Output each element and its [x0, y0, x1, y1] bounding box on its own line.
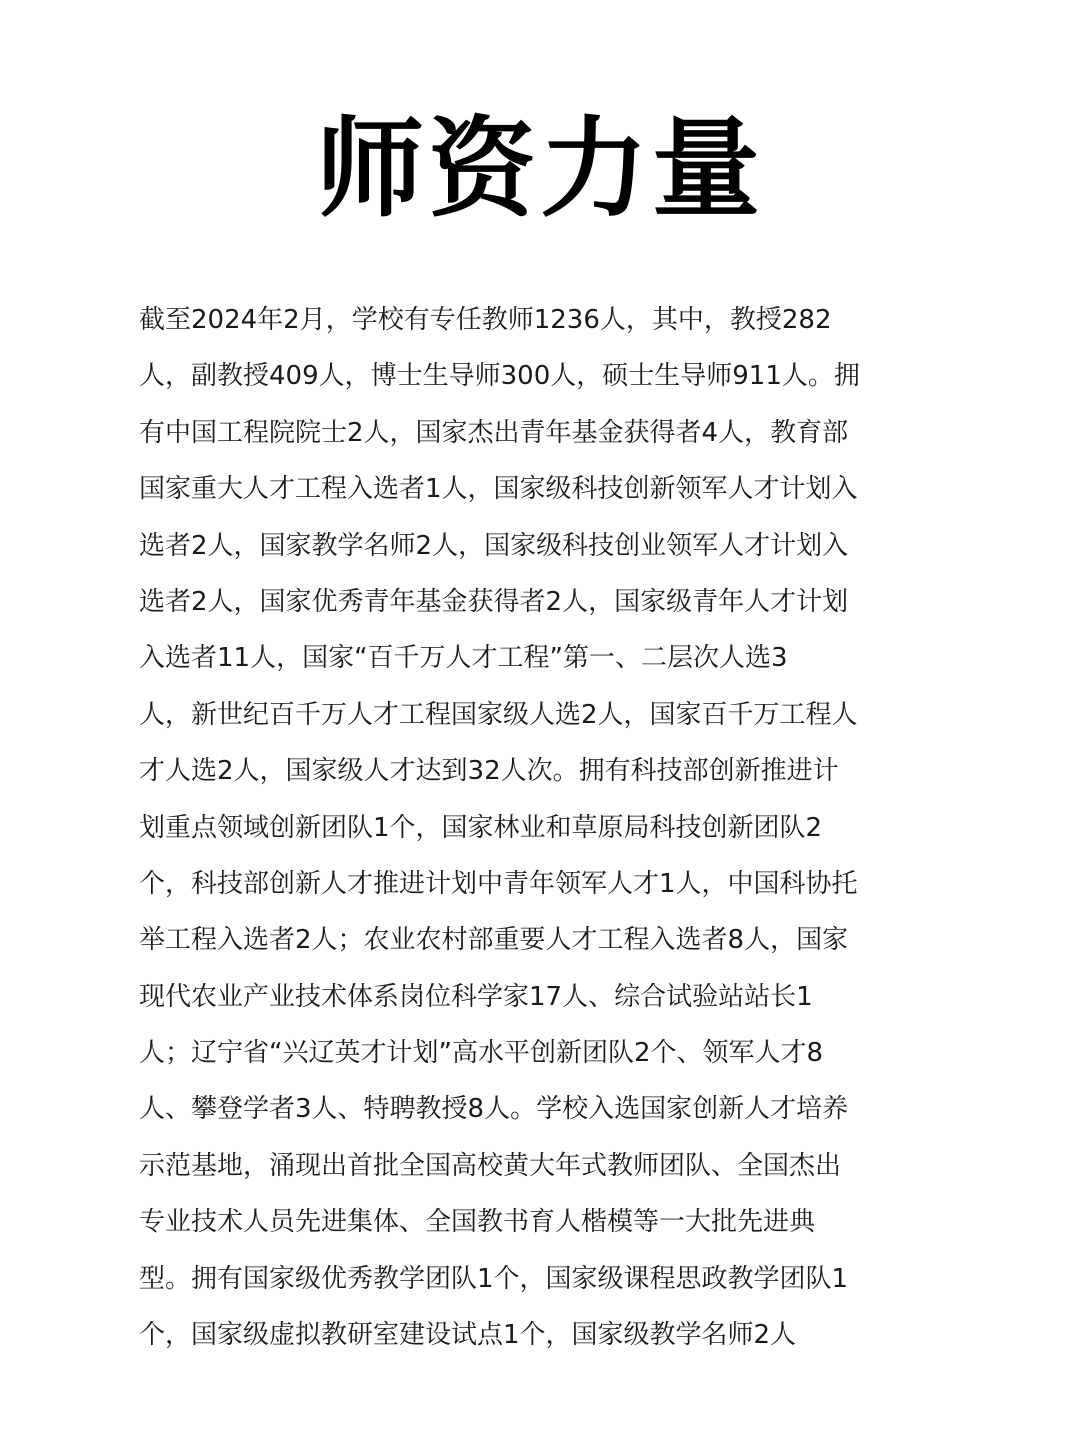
text-line: 国家重大人才工程入选者1人，国家级科技创新领军人才计划入	[139, 474, 858, 505]
text-line: 个，科技部创新人才推进计划中青年领军人才1人，中国科协托	[139, 868, 858, 899]
text-line: 有中国工程院院士2人，国家杰出青年基金获得者4人，教育部	[139, 417, 849, 448]
text-line: 截至2024年2月，学校有专任教师1236人，其中，教授282	[139, 305, 832, 335]
text-line: 示范基地，涌现出首批全国高校黄大年式教师团队、全国杰出	[139, 1150, 842, 1181]
page-title: 师资力量	[315, 107, 764, 232]
text-line: 选者2人，国家优秀青年基金获得者2人，国家级青年人才计划	[139, 586, 849, 617]
text-line: 人，新世纪百千万人才工程国家级人选2人，国家百千万工程人	[139, 699, 858, 730]
text-line: 入选者11人，国家“百千万人才工程”第一、二层次人选3	[139, 643, 788, 674]
text-line: 现代农业产业技术体系岗位科学家17人、综合试验站站长1	[139, 981, 813, 1012]
text-line: 划重点领域创新团队1个，国家林业和草原局科技创新团队2	[139, 812, 823, 843]
text-line: 个，国家级虚拟教研室建设试点1个，国家级教学名师2人	[139, 1320, 797, 1351]
text-line: 专业技术人员先进集体、全国教书育人楷模等一大批先进典	[139, 1207, 816, 1238]
text-line: 人；辽宁省“兴辽英才计划”高水平创新团队2个、领军人才8	[139, 1038, 824, 1069]
text-line: 型。拥有国家级优秀教学团队1个，国家级课程思政教学团队1	[139, 1263, 849, 1294]
text-line: 才人选2人，国家级人才达到32人次。拥有科技部创新推进计	[139, 756, 839, 787]
body-paragraph	[139, 292, 939, 1363]
text-line: 人、攀登学者3人、特聘教授8人。学校入选国家创新人才培养	[139, 1094, 849, 1125]
text-line: 选者2人，国家教学名师2人，国家级科技创业领军人才计划入	[139, 530, 849, 561]
text-line: 人，副教授409人，博士生导师300人，硕士生导师911人。拥	[139, 361, 860, 392]
text-line: 举工程入选者2人；农业农村部重要人才工程入选者8人，国家	[139, 925, 849, 956]
